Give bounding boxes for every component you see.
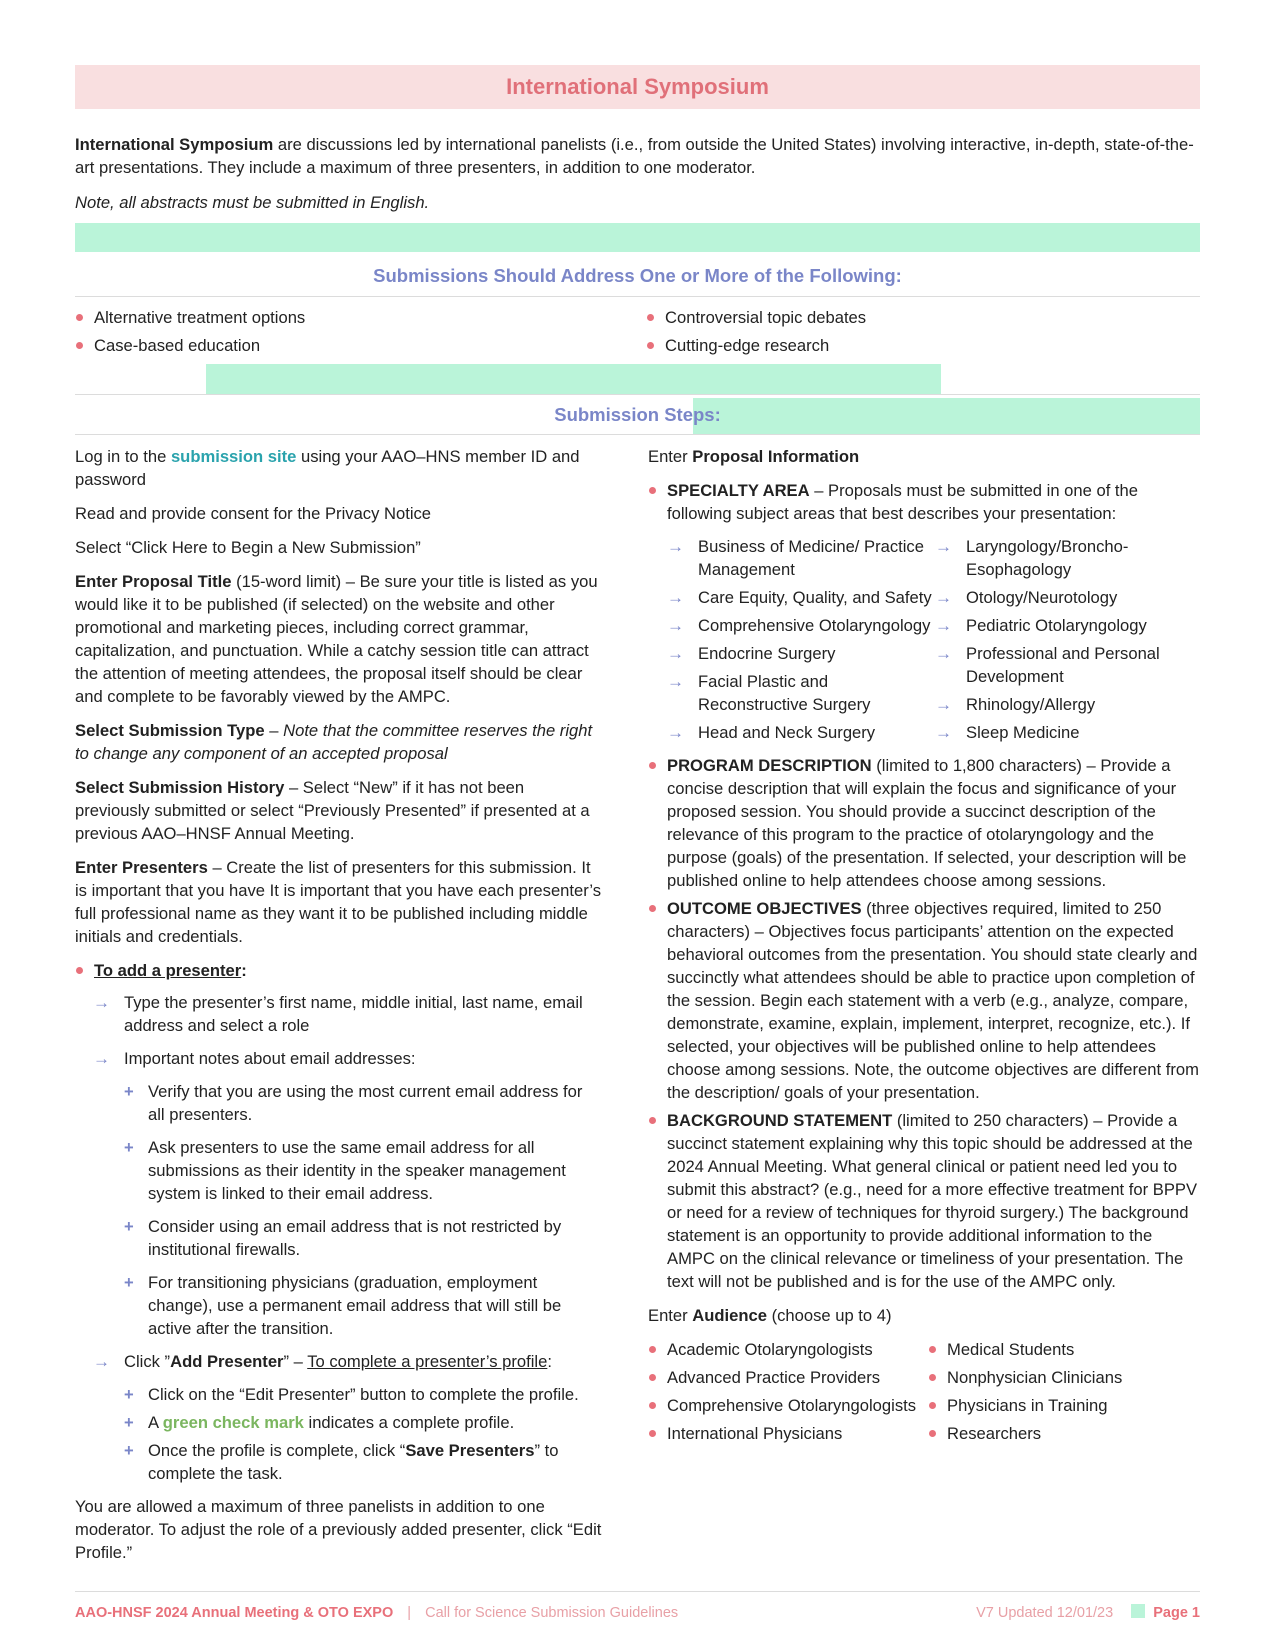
specialty-text: Laryngology/Broncho-Esophagology: [966, 537, 1129, 579]
specialty-col-1: [667, 535, 935, 744]
outcome-objectives-text: (three objectives required, limited to 250 characters) – Objectives focus participants’ attention on the expected behavioral outcomes from the presentation. You should state clearly and succinctly what attendees should be able to practice upon completion of the session. Begin each statement with a verb (e.g., analyze, compare, demonstrate, examine, explain, implement, interpret, recognize, etc.). If selected, your objectives will be published online to help attendees choose among sessions. Note, the outcome objectives are different from the description/ goals of your presentation.: [667, 899, 1199, 1102]
list-item: Cutting-edge research: [646, 334, 1200, 357]
outcome-objectives-label: OUTCOME OBJECTIVES: [667, 899, 862, 918]
plus-icon: +: [124, 1082, 134, 1101]
profile-edit-text: Click on the “Edit Presenter” button to complete the profile.: [148, 1385, 579, 1404]
intro-note: Note, all abstracts must be submitted in English.: [75, 193, 430, 212]
arrow-right-icon: →: [93, 993, 110, 1012]
email-notes-list: [123, 1080, 603, 1340]
address-list-left: [75, 306, 629, 368]
list-item: Advanced Practice Providers: [648, 1366, 928, 1389]
consent-step: Read and provide consent for the Privacy Notice: [75, 504, 432, 523]
add-presenter-click: [93, 1350, 603, 1373]
specialty-text: Facial Plastic and Reconstructive Surgery: [698, 672, 871, 714]
list-item: [935, 586, 1185, 609]
list-item: [667, 670, 935, 716]
specialty-text: Rhinology/Allergy: [966, 695, 1096, 714]
arrow-right-icon: →: [93, 1049, 110, 1068]
submission-history-label: Select Submission History: [75, 778, 285, 797]
add-presenter-list: [75, 959, 603, 982]
arrow-right-icon: →: [935, 644, 952, 663]
list-item: Medical Students: [928, 1338, 1178, 1361]
specialty-text: Comprehensive Otolaryngology: [698, 616, 931, 635]
plus-icon: +: [124, 1273, 134, 1292]
intro-bold-lead: International Symposium: [75, 135, 274, 154]
arrow-right-icon: →: [935, 588, 952, 607]
green-check-mark-text: green check mark: [162, 1413, 304, 1432]
email-notes-text: Important notes about email addresses:: [124, 1049, 416, 1068]
divider: [75, 394, 1200, 395]
profile-check-post: indicates a complete profile.: [303, 1413, 515, 1432]
specialty-text: Business of Medicine/ Practice Management: [698, 537, 924, 579]
address-list-right: [646, 306, 1200, 368]
audience-post: (choose up to 4): [766, 1306, 892, 1325]
page-footer: [75, 1591, 1200, 1625]
add-presenter-label: Add Presenter: [170, 1352, 284, 1371]
list-item: [667, 586, 935, 609]
plus-icon: +: [124, 1138, 134, 1157]
proposal-info-label: Proposal Information: [692, 447, 860, 466]
type-name-text: Type the presenter’s first name, middle initial, last name, email address and select a role: [124, 993, 583, 1035]
page-title: International Symposium: [506, 74, 769, 99]
list-item: [93, 991, 603, 1037]
plus-icon: +: [124, 1217, 134, 1236]
arrow-right-icon: →: [667, 537, 684, 556]
audience-label: Audience: [692, 1306, 767, 1325]
steps-right-column: [648, 445, 1200, 1575]
submission-site-link[interactable]: submission site: [170, 447, 297, 466]
footer-meeting: AAO-HNSF 2024 Annual Meeting & OTO EXPO: [75, 1605, 394, 1621]
list-item: Controversial topic debates: [646, 306, 1200, 329]
intro: [75, 133, 1200, 214]
list-item: Academic Otolaryngologists: [648, 1338, 928, 1361]
arrow-right-icon: →: [667, 723, 684, 742]
list-item: [935, 693, 1185, 716]
proposal-title-label: Enter Proposal Title: [75, 572, 232, 591]
proposal-title-step: [75, 570, 603, 708]
footer-left: [75, 1602, 678, 1625]
list-item: [123, 1080, 603, 1126]
footer-guidelines: Call for Science Submission Guidelines: [425, 1605, 679, 1621]
list-item: Researchers: [928, 1422, 1178, 1445]
list-item: Physicians in Training: [928, 1394, 1178, 1417]
arrow-right-icon: →: [93, 1352, 110, 1371]
page-marker-swatch: [1131, 1604, 1145, 1618]
submission-type-step: [75, 719, 603, 765]
presenters-text: – Create the list of presenters for this submission. It is important that you have It is important that you have each presenter’s full professional name as they want it to be published including middle initials and credentials.: [75, 858, 602, 946]
list-item: [123, 1383, 603, 1406]
arrow-right-icon: →: [935, 616, 952, 635]
plus-icon: +: [124, 1413, 134, 1432]
colon: :: [547, 1352, 552, 1371]
login-pre: Log in to the: [75, 447, 171, 466]
intro-paragraph: [75, 133, 1200, 179]
specialty-area-label: SPECIALTY AREA: [667, 481, 810, 500]
list-item: International Physicians: [648, 1422, 928, 1445]
program-description-label: PROGRAM DESCRIPTION: [667, 756, 872, 775]
profile-steps: [123, 1383, 603, 1485]
colon: :: [241, 961, 247, 980]
audience-grid: [648, 1338, 1200, 1445]
list-item: [667, 721, 935, 744]
arrow-right-icon: →: [667, 672, 684, 691]
complete-profile-text: To complete a presenter’s profile: [307, 1352, 548, 1371]
background-statement-label: BACKGROUND STATEMENT: [667, 1111, 893, 1130]
footer-right: [976, 1602, 1200, 1625]
arrow-right-icon: →: [667, 588, 684, 607]
plus-icon: +: [124, 1385, 134, 1404]
new-submission-step: Select “Click Here to Begin a New Submission”: [75, 538, 421, 557]
list-item: [93, 1047, 603, 1070]
profile-save-post: ” to complete the task.: [148, 1441, 559, 1483]
specialty-area-text: – Proposals must be submitted in one of the following subject areas that best describes your presentation:: [667, 481, 1138, 523]
click-mid: ” –: [283, 1352, 308, 1371]
list-item: [935, 535, 1185, 581]
proposal-info-list: [648, 479, 1200, 1293]
list-item: Alternative treatment options: [75, 306, 629, 329]
specialty-text: Care Equity, Quality, and Safety: [698, 588, 932, 607]
list-item: [935, 721, 1185, 744]
presenters-step: [75, 856, 603, 948]
arrow-right-icon: →: [667, 616, 684, 635]
submission-history-step: [75, 776, 603, 845]
profile-check-pre: A: [148, 1413, 163, 1432]
arrow-right-icon: →: [667, 644, 684, 663]
list-item: [935, 614, 1185, 637]
page: [75, 65, 1200, 1575]
list-item: [667, 642, 935, 665]
footer-version: V7 Updated 12/01/23: [976, 1605, 1114, 1621]
email-item-text: For transitioning physicians (graduation, employment change), use a permanent email address that will still be active after the transition.: [148, 1273, 562, 1338]
submission-type-note: Note that the committee reserves the right to change any component of an accepted proposal: [75, 721, 593, 763]
presenters-label: Enter Presenters: [75, 858, 208, 877]
add-presenter-heading: [75, 959, 603, 982]
list-item: [935, 642, 1185, 688]
outcome-objectives-item: [648, 897, 1200, 1104]
background-statement-text: (limited to 250 characters) – Provide a succinct statement explaining why this topic should be addressed at the 2024 Annual Meeting. What general clinical or patient need led you to submit this abstract? (e.g., need for a more effective treatment for BPPV or need for a review of techniques for thyroid surgery.) The background statement is an opportunity to provide additional information to the AMPC on the clinical relevance or timeliness of your presentation. The text will not be published and is for the use of the AMPC only.: [667, 1111, 1198, 1291]
specialty-text: Otology/Neurotology: [966, 588, 1118, 607]
steps-heading: Submission Steps:: [554, 404, 721, 425]
email-item-text: Consider using an email address that is not restricted by institutional firewalls.: [148, 1217, 562, 1259]
title-band: [75, 65, 1200, 109]
enter-pre: Enter: [648, 447, 693, 466]
steps-header: [75, 368, 1200, 434]
plus-icon: +: [124, 1441, 134, 1460]
address-heading: Submissions Should Address One or More of the Following:: [373, 265, 902, 286]
audience-pre: Enter: [648, 1306, 693, 1325]
submission-type-label: Select Submission Type: [75, 721, 265, 740]
specialty-text: Pediatric Otolaryngology: [966, 616, 1147, 635]
intro-text: are discussions led by international panelists (i.e., from outside the United States) involving interactive, in-depth, state-of-the-art presentations. They include a maximum of three presenters, in addition to one moderator.: [75, 135, 1194, 177]
list-item: [123, 1439, 603, 1485]
arrow-right-icon: →: [935, 537, 952, 556]
list-item: Case-based education: [75, 334, 629, 357]
list-item: [123, 1271, 603, 1340]
list-item: Nonphysician Clinicians: [928, 1366, 1178, 1389]
arrow-right-icon: →: [935, 723, 952, 742]
specialty-text: Professional and Personal Development: [966, 644, 1160, 686]
specialty-area-item: [648, 479, 1200, 744]
list-item: [123, 1411, 603, 1434]
green-accent-bar: [206, 364, 941, 394]
list-item: Comprehensive Otolaryngologists: [648, 1394, 928, 1417]
save-presenters-label: Save Presenters: [405, 1441, 535, 1460]
list-item: [667, 535, 935, 581]
login-step: [75, 445, 603, 491]
dash: –: [264, 721, 284, 740]
specialty-text: Sleep Medicine: [966, 723, 1080, 742]
audience-col-2: [928, 1338, 1178, 1445]
proposal-info-step: [648, 445, 1200, 468]
specialty-text: Endocrine Surgery: [698, 644, 836, 663]
login-post: using your AAO–HNS member ID and password: [75, 447, 580, 489]
specialty-col-2: [935, 535, 1185, 744]
presenter-steps: [93, 991, 603, 1070]
steps-left-column: [75, 445, 603, 1575]
page-number: Page 1: [1153, 1605, 1200, 1621]
background-statement-item: [648, 1109, 1200, 1293]
click-pre: Click ”: [124, 1352, 171, 1371]
steps-body: [75, 435, 1200, 1575]
address-list: [75, 297, 1200, 368]
program-description-text: (limited to 1,800 characters) – Provide a concise description that will explain the focus and significance of your proposed session. You should provide a succinct description of the relevance of this program to the practice of otolaryngology and the purpose (goals) of the presentation. If selected, your description will be published online to help attendees choose among sessions.: [667, 756, 1187, 890]
list-item: [123, 1215, 603, 1261]
specialty-grid: [667, 535, 1200, 744]
list-item: [93, 1350, 603, 1373]
proposal-title-text: (15-word limit) – Be sure your title is listed as you would like it to be published (if selected) on the website and other promotional and marketing pieces, including correct grammar, capitalization, and punctuation. While a catchy session title can attract the attention of meeting attendees, the proposal itself should be clear and complete to be favorably viewed by the AMPC.: [75, 572, 598, 706]
program-description-item: [648, 754, 1200, 892]
submission-history-text: – Select “New” if it has not been previously submitted or select “Previously Presented” if presented at a previous AAO–HNSF Annual Meeting.: [75, 778, 590, 843]
arrow-right-icon: →: [935, 695, 952, 714]
list-item: [667, 614, 935, 637]
list-item: [123, 1136, 603, 1205]
footer-separator: |: [407, 1605, 412, 1621]
audience-col-1: [648, 1338, 928, 1445]
specialty-text: Head and Neck Surgery: [698, 723, 876, 742]
add-presenter-heading-text: To add a presenter: [94, 961, 242, 980]
max-panelists-note: You are allowed a maximum of three panelists in addition to one moderator. To adjust the role of a previously added presenter, click “Edit Profile.”: [75, 1497, 602, 1562]
profile-save-pre: Once the profile is complete, click “: [148, 1441, 406, 1460]
email-item-text: Verify that you are using the most current email address for all presenters.: [148, 1082, 583, 1124]
audience-step: [648, 1304, 1200, 1327]
green-divider-bar: [75, 223, 1200, 252]
email-item-text: Ask presenters to use the same email address for all submissions as their identity in the speaker management system is linked to their email address.: [148, 1138, 566, 1203]
